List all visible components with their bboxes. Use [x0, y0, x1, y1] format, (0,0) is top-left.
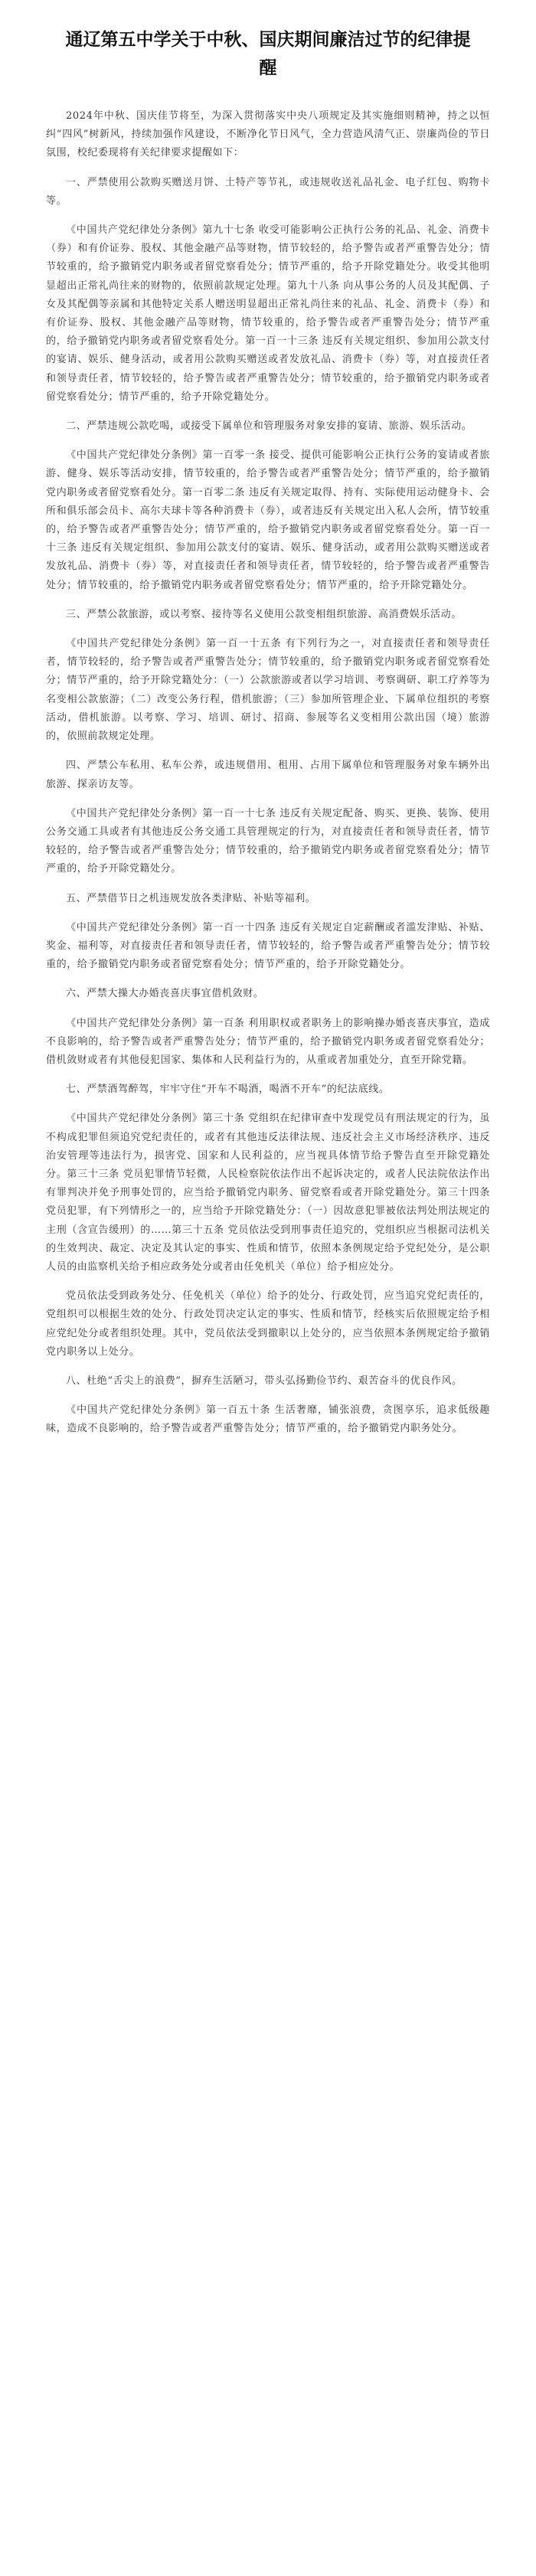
document-body — [46, 107, 490, 1439]
body-paragraph: 《中国共产党纪律处分条例》第一百一十七条 违反有关规定配备、购买、更换、装饰、使用公务交通工具或者有其他违反公务交通工具管理规定的行为，对直接责任者和领导责任者，情节较轻的，给予警告或者严重警告处分；情节较重的，给予撤销党内职务或者留党察看处分；情节严重的，给予开除党籍处分。 — [46, 807, 490, 875]
body-paragraph: 《中国共产党纪律处分条例》第一百五十条 生活奢靡，铺张浪费，贪图享乐，追求低级趣味，造成不良影响的，给予警告或者严重警告处分；情节严重的，给予撤销党内职务处分。 — [46, 1404, 490, 1435]
body-paragraph: 二、严禁违规公款吃喝，或接受下属单位和管理服务对象安排的宴请、旅游、娱乐活动。 — [66, 420, 472, 433]
body-paragraph: 《中国共产党纪律处分条例》第一百一十五条 有下列行为之一，对直接责任者和领导责任者，情节较轻的，给予警告或者严重警告处分；情节较重的，给予撤销党内职务或者留党察看处分；情节严重的，给予开除党籍处分：（一）公款旅游或者以学习培训、考察调研、职工疗养等为名变相公款旅游；（二）改变公务行程，借机旅游；（三）参加所管理企业、下属单位组织的考察活动，借机旅游。以考察、学习、培训、研讨、招商、参展等名义变相用公款出国（境）旅游的，依照前款规定处理。 — [46, 638, 490, 743]
body-paragraph: 党员依法受到政务处分、任免机关（单位）给予的处分、行政处罚，应当追究党纪责任的，党组织可以根据生效的处分、行政处罚决定认定的事实、性质和情节，经核实后依照规定给予相应党纪处分或者组织处理。其中，党员依法受到撤职以上处分的，应当依照本条例规定给予撤销党内职务以上处分。 — [46, 1290, 490, 1358]
body-paragraph: 三、严禁公款旅游，或以考察、接待等名义使用公款变相组织旅游、高消费娱乐活动。 — [66, 608, 462, 620]
body-paragraph: 五、严禁借节日之机违规发放各类津贴、补贴等福利。 — [66, 892, 316, 904]
body-paragraph: 2024年中秋、国庆佳节将至，为深入贯彻落实中央八项规定及其实施细则精神，持之以恒纠“四风”树新风，持续加强作风建设，不断净化节日风气，全力营造风清气正、崇廉尚俭的节日氛围，校纪委现将有关纪律要求提醒如下： — [46, 110, 490, 159]
body-paragraph: 《中国共产党纪律处分条例》第九十七条 收受可能影响公正执行公务的礼品、礼金、消费卡（券）和有价证券、股权、其他金融产品等财物，情节较轻的，给予警告或者严重警告处分；情节较重的，给予撤销党内职务或者留党察看处分；情节严重的，给予开除党籍处分。收受其他明显超出正常礼尚往来的财物的，依照前款规定处理。第九十八条 向从事公务的人员及其配偶、子女及其配偶等亲属和其他特定关系人赠送明显超出正常礼尚往来的礼品、礼金、消费卡（券）和有价证券、股权、其他金融产品等财物，情节较重的，给予警告或者严重警告处分；情节严重的，给予撤销党内职务或者留党察看处分。第一百一十三条 违反有关规定组织、参加用公款支付的宴请、娱乐、健身活动，或者用公款购买赠送或者发放礼品、消费卡（券）等，对直接责任者和领导责任者，情节较轻的，给予警告或者严重警告处分；情节较重的，给予撤销党内职务或者留党察看处分；情节严重的，给予开除党籍处分。 — [46, 224, 490, 403]
body-paragraph: 《中国共产党纪律处分条例》第三十条 党组织在纪律审查中发现党员有刑法规定的行为，虽不构成犯罪但须追究党纪责任的，或者有其他违反法律法规、违反社会主义市场经济秩序、违反治安管理等违法行为，损害党、国家和人民利益的，应当视具体情节给予警告直至开除党籍处分。第三十三条 党员犯罪情节轻微，人民检察院依法作出不起诉决定的，或者人民法院依法作出有罪判决并免予刑事处罚的，应当给予撤销党内职务、留党察看或者开除党籍处分。第三十四条 党员犯罪，有下列情形之一的，应当给予开除党籍处分：（一）因故意犯罪被依法判处刑法规定的主刑（含宣告缓刑）的……第三十五条 党员依法受到刑事责任追究的，党组织应当根据司法机关的生效判决、裁定、决定及其认定的事实、性质和情节，依照本条例规定给予党纪处分，是公职人员的由监察机关给予相应政务处分或者由任免机关（单位）给予相应处分。 — [46, 1113, 490, 1273]
body-paragraph: 六、严禁大操大办婚丧喜庆事宜借机敛财。 — [66, 988, 264, 1000]
document-title: 通辽第五中学关于中秋、国庆期间廉洁过节的纪律提醒 — [65, 30, 471, 78]
body-paragraph: 一、严禁使用公款购买赠送月饼、土特产等节礼，或违规收送礼品礼金、电子红包、购物卡等。 — [46, 176, 490, 207]
body-paragraph: 四、严禁公车私用、私车公养，或违规借用、租用、占用下属单位和管理服务对象车辆外出旅游、探亲访友等。 — [46, 760, 490, 790]
body-paragraph: 《中国共产党纪律处分条例》第一百一十四条 违反有关规定自定薪酬或者滥发津贴、补贴、奖金、福利等，对直接责任者和领导责任者，情节较轻的，给予警告或者严重警告处分；情节较重的，给予撤销党内职务或者留党察看处分；情节严重的，给予开除党籍处分。 — [46, 921, 490, 971]
body-paragraph: 七、严禁酒驾醉驾，牢牢守住“开车不喝酒，喝酒不开车”的纪法底线。 — [66, 1084, 390, 1096]
body-paragraph: 《中国共产党纪律处分条例》第一百条 利用职权或者职务上的影响操办婚丧喜庆事宜，造成不良影响的，给予警告或者严重警告处分；情节严重的，给予撤销党内职务或者留党察看处分；借机敛财或者有其他侵犯国家、集体和人民利益行为的，从重或者加重处分，直至开除党籍。 — [46, 1017, 490, 1066]
body-paragraph: 《中国共产党纪律处分条例》第一百零一条 接受、提供可能影响公正执行公务的宴请或者旅游、健身、娱乐等活动安排，情节较重的，给予警告或者严重警告处分；情节严重的，给予撤销党内职务或者留党察看处分。第一百零二条 违反有关规定取得、持有、实际使用运动健身卡、会所和俱乐部会员卡、高尔夫球卡等各种消费卡（券），或者违反有关规定出入私人会所，情节较重的，给予警告或者严重警告处分；情节严重的，给予撤销党内职务或者留党察看处分。第一百一十三条 违反有关规定组织、参加用公款支付的宴请、娱乐、健身活动，或者用公款购买赠送或者发放礼品、消费卡（券）等，对直接责任者和领导责任者，情节较轻的，给予警告或者严重警告处分；情节较重的，给予撤销党内职务或者留党察看处分；情节严重的，给予开除党籍处分。 — [46, 449, 490, 591]
body-paragraph: 八、杜绝“舌尖上的浪费”，摒弃生活陋习，带头弘扬勤俭节约、艰苦奋斗的优良作风。 — [66, 1375, 462, 1387]
